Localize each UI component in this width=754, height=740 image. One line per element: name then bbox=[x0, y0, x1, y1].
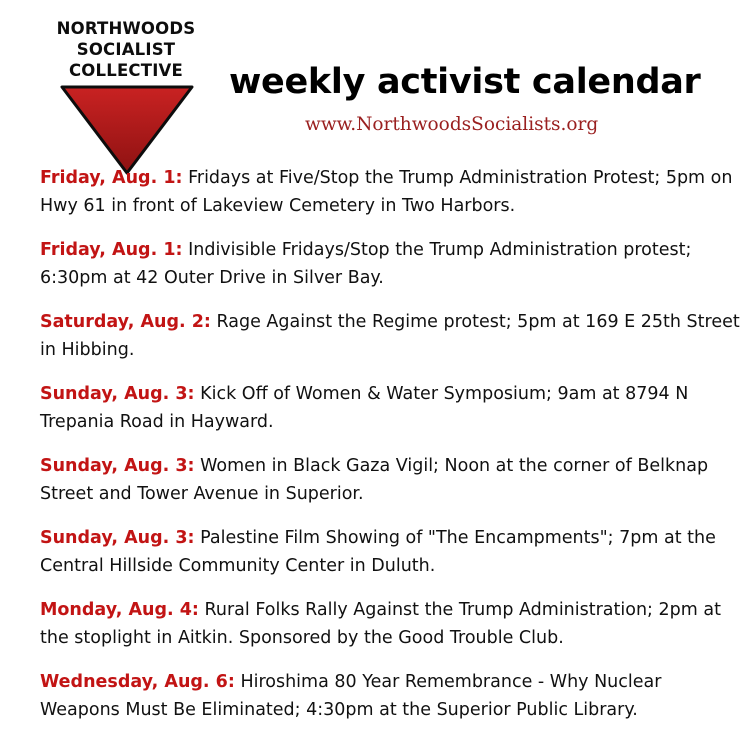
logo-text bbox=[52, 18, 200, 81]
event-date: Sunday, Aug. 3: bbox=[40, 384, 195, 404]
event-item bbox=[40, 380, 740, 436]
event-date: Monday, Aug. 4: bbox=[40, 600, 199, 620]
event-description: Rage Against the Regime protest; 5pm at 169 E 25th Street in Hibbing. bbox=[40, 312, 740, 360]
event-description: Kick Off of Women & Water Symposium; 9am at 8794 N Trepania Road in Hayward. bbox=[40, 384, 689, 432]
page-title: weekly activist calendar bbox=[229, 62, 701, 102]
event-description: Rural Folks Rally Against the Trump Administration; 2pm at the stoplight in Aitkin. Sponsored by the Good Trouble Club. bbox=[40, 600, 721, 648]
website-url: www.NorthwoodsSocialists.org bbox=[305, 114, 599, 135]
event-description: Fridays at Five/Stop the Trump Administration Protest; 5pm on Hwy 61 in front of Lakeview Cemetery in Two Harbors. bbox=[40, 168, 733, 216]
event-description: Hiroshima 80 Year Remembrance - Why Nuclear Weapons Must Be Eliminated; 4:30pm at the Superior Public Library. bbox=[40, 672, 662, 720]
logo-line-2: SOCIALIST bbox=[76, 40, 176, 59]
collective-logo bbox=[52, 18, 200, 158]
downward-red-triangle-icon bbox=[60, 85, 194, 175]
event-date: Wednesday, Aug. 6: bbox=[40, 672, 235, 692]
event-item bbox=[40, 668, 740, 724]
event-item bbox=[40, 236, 740, 292]
event-description: Indivisible Fridays/Stop the Trump Administration protest; 6:30pm at 42 Outer Drive in Silver Bay. bbox=[40, 240, 692, 288]
event-item bbox=[40, 308, 740, 364]
event-description: Palestine Film Showing of "The Encampments"; 7pm at the Central Hillside Community Center in Duluth. bbox=[40, 528, 716, 576]
event-item bbox=[40, 164, 740, 220]
logo-line-3: COLLECTIVE bbox=[69, 61, 183, 80]
event-list bbox=[40, 164, 740, 740]
event-item bbox=[40, 596, 740, 652]
logo-line-1: NORTHWOODS bbox=[56, 19, 196, 38]
event-date: Sunday, Aug. 3: bbox=[40, 456, 195, 476]
event-date: Sunday, Aug. 3: bbox=[40, 528, 195, 548]
event-item bbox=[40, 452, 740, 508]
event-description: Women in Black Gaza Vigil; Noon at the corner of Belknap Street and Tower Avenue in Superior. bbox=[40, 456, 709, 504]
event-item bbox=[40, 524, 740, 580]
header bbox=[0, 0, 754, 160]
event-date: Saturday, Aug. 2: bbox=[40, 312, 211, 332]
event-date: Friday, Aug. 1: bbox=[40, 240, 183, 260]
event-date: Friday, Aug. 1: bbox=[40, 168, 183, 188]
